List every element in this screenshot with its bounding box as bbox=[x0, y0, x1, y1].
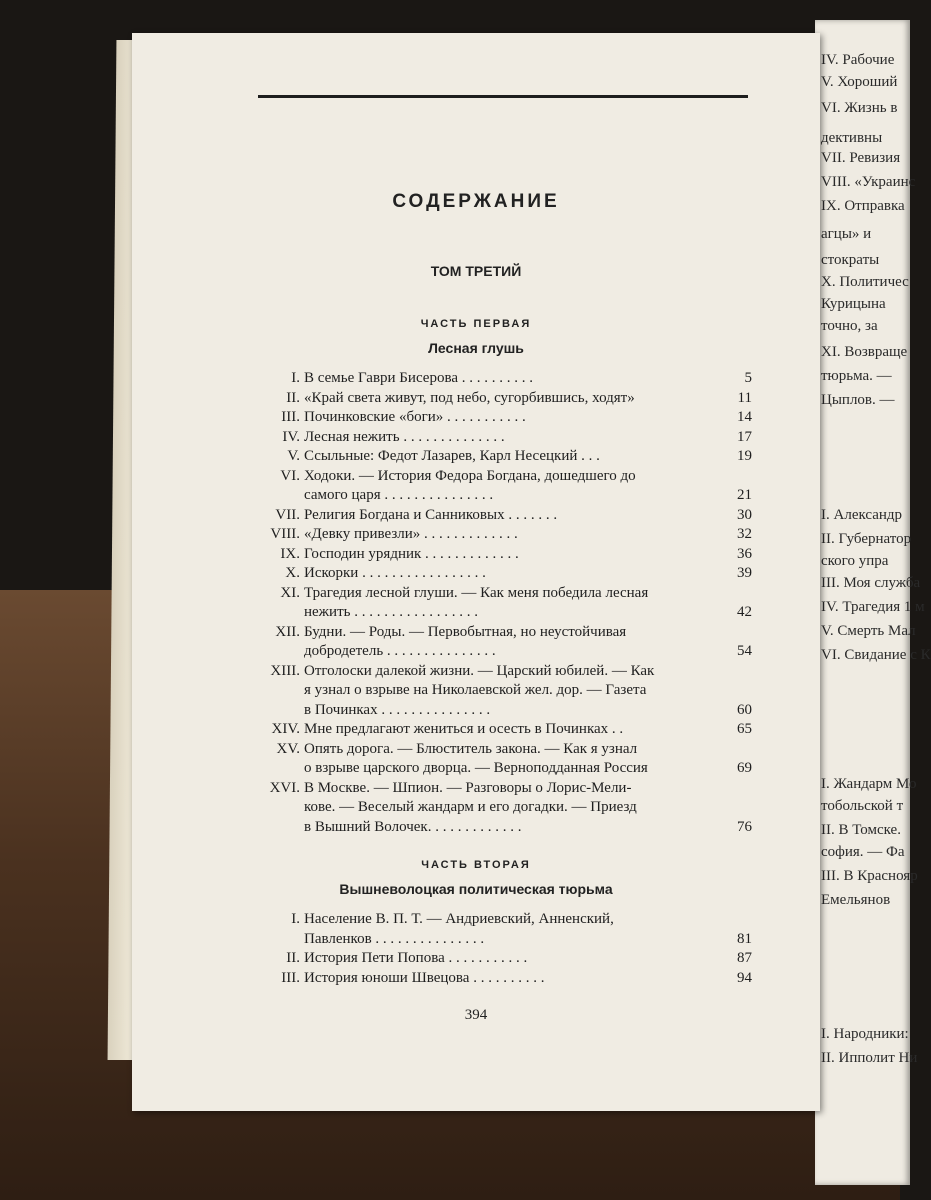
entry-title-line: самого царя . . . . . . . . . . . . . . . bbox=[304, 487, 494, 503]
entry-title bbox=[304, 949, 688, 969]
entry-title bbox=[304, 408, 688, 428]
entry-title-line: В семье Гаври Бисерова . . . . . . . . . . bbox=[304, 370, 533, 386]
toc-entry bbox=[242, 779, 752, 838]
entry-page: 39 bbox=[737, 565, 752, 581]
entry-page: 14 bbox=[737, 409, 752, 425]
entry-title-line: о взрыве царского дворца. — Верноподданная Россия bbox=[304, 760, 648, 776]
entry-title-line: я узнал о взрыве на Николаевской жел. дор. — Газета bbox=[304, 682, 647, 698]
toc-entry bbox=[242, 720, 752, 740]
entry-page: 54 bbox=[737, 643, 752, 659]
contents-page bbox=[132, 33, 820, 1111]
entry-page: 42 bbox=[737, 604, 752, 620]
entry-title-line: Население В. П. Т. — Андриевский, Анненский, bbox=[304, 911, 614, 927]
top-rule bbox=[258, 95, 748, 98]
facing-page-line: V. Хороший bbox=[821, 74, 898, 90]
entry-page: 87 bbox=[737, 950, 752, 966]
entry-number: VIII. bbox=[270, 526, 300, 542]
facing-page-line: ского упра bbox=[821, 553, 889, 569]
entry-title bbox=[304, 969, 688, 989]
entry-page: 21 bbox=[737, 487, 752, 503]
facing-page-line: тюрьма. — bbox=[821, 368, 892, 384]
entry-number: II. bbox=[286, 389, 300, 406]
entry-page: 5 bbox=[744, 370, 752, 386]
facing-page-line: IV. Рабочие bbox=[821, 52, 895, 68]
entry-page: 60 bbox=[737, 701, 752, 718]
facing-page-line: I. Народники: bbox=[821, 1026, 909, 1042]
entry-page: 36 bbox=[737, 545, 752, 562]
entry-title-line: нежить . . . . . . . . . . . . . . . . . bbox=[304, 604, 478, 620]
entry-title-line: кове. — Веселый жандарм и его догадки. — Приезд bbox=[304, 799, 637, 815]
part-two-subtitle: Вышневолоцкая политическая тюрьма bbox=[339, 881, 613, 897]
entry-number: IV. bbox=[282, 428, 300, 445]
entry-title bbox=[304, 623, 688, 662]
entry-number: II. bbox=[286, 950, 300, 966]
toc-entry bbox=[242, 740, 752, 779]
facing-page-line: VII. Ревизия bbox=[821, 150, 901, 166]
toc-entry bbox=[242, 662, 752, 721]
entry-title bbox=[304, 389, 688, 409]
entry-title bbox=[304, 662, 688, 721]
entry-title-line: Ходоки. — История Федора Богдана, дошедшего до bbox=[304, 467, 636, 484]
entry-title-line: Господин урядник . . . . . . . . . . . . . bbox=[304, 545, 519, 562]
entry-title bbox=[304, 740, 688, 779]
entry-title bbox=[304, 525, 688, 545]
entry-number: XIV. bbox=[271, 721, 300, 737]
facing-page-line: VI. Свидание с К bbox=[821, 647, 931, 663]
entry-title-line: Будни. — Роды. — Первобытная, но неустойчивая bbox=[304, 623, 627, 640]
part-one-subtitle: Лесная глушь bbox=[428, 340, 524, 356]
facing-page-line: I. Жандарм Мо bbox=[821, 776, 917, 792]
toc-entry bbox=[242, 467, 752, 506]
entry-page: 19 bbox=[737, 448, 752, 464]
entry-title-line: История Пети Попова . . . . . . . . . . . bbox=[304, 950, 528, 966]
entry-number: XVI. bbox=[269, 779, 300, 796]
facing-page-line: III. Моя служба bbox=[821, 575, 921, 591]
toc-entry bbox=[242, 949, 752, 969]
entry-page: 11 bbox=[737, 389, 752, 406]
entry-title-line: Отголоски далекой жизни. — Царский юбилей. — Как bbox=[304, 662, 655, 679]
page-title: СОДЕРЖАНИЕ bbox=[392, 191, 560, 212]
facing-page-line: точно, за bbox=[821, 318, 878, 334]
facing-page-line: софия. — Фа bbox=[821, 844, 905, 860]
entry-page: 94 bbox=[737, 969, 752, 986]
facing-page-line: Цыплов. — bbox=[821, 392, 895, 408]
entry-number: XII. bbox=[275, 623, 300, 640]
entry-number: VII. bbox=[275, 506, 300, 523]
facing-page-line: I. Александр bbox=[821, 507, 903, 523]
facing-page bbox=[815, 20, 931, 1185]
entry-page: 81 bbox=[737, 930, 752, 947]
entry-title-line: Ссыльные: Федот Лазарев, Карл Несецкий . . . bbox=[304, 448, 600, 464]
entry-title-line: Павленков . . . . . . . . . . . . . . . bbox=[304, 930, 485, 947]
facing-page-line: IV. Трагедия 1 м bbox=[821, 599, 925, 615]
facing-page-line: стократы bbox=[821, 252, 880, 268]
toc-entry bbox=[242, 408, 752, 428]
entry-title-line: Лесная нежить . . . . . . . . . . . . . . bbox=[304, 428, 505, 445]
part-one-label: ЧАСТЬ ПЕРВАЯ bbox=[420, 318, 532, 330]
entry-title-line: Религия Богдана и Санниковых . . . . . . . bbox=[304, 506, 558, 523]
facing-page-line: агцы» и bbox=[821, 226, 872, 242]
facing-page-line: XI. Возвраще bbox=[821, 344, 908, 360]
entry-page: 69 bbox=[737, 760, 752, 776]
entry-page: 76 bbox=[737, 818, 752, 835]
entry-title bbox=[304, 506, 688, 526]
entry-page: 30 bbox=[737, 506, 752, 523]
entry-number: VI. bbox=[280, 467, 300, 484]
entry-title bbox=[304, 447, 688, 467]
entry-title-line: в Вышний Волочек. . . . . . . . . . . . . bbox=[304, 818, 522, 835]
entry-title-line: Трагедия лесной глуши. — Как меня победила лесная bbox=[304, 584, 649, 601]
toc-entry bbox=[242, 623, 752, 662]
entry-title bbox=[304, 428, 688, 448]
entry-title-line: «Край света живут, под небо, сугорбившись, ходят» bbox=[304, 389, 635, 406]
facing-page-line: III. В Краснояр bbox=[821, 868, 918, 884]
entry-title-line: Мне предлагают жениться и осесть в Починках . . bbox=[304, 721, 624, 737]
page-number: 394 bbox=[464, 1007, 488, 1023]
entry-number: I. bbox=[291, 911, 300, 927]
entry-number: IX. bbox=[280, 545, 300, 562]
toc-entry bbox=[242, 447, 752, 467]
entry-title bbox=[304, 584, 688, 623]
toc-entry bbox=[242, 525, 752, 545]
facing-page-line: VIII. «Украинс bbox=[821, 174, 916, 190]
volume-title: ТОМ ТРЕТИЙ bbox=[430, 263, 522, 279]
facing-page-line: дективны bbox=[821, 130, 883, 146]
entry-number: X. bbox=[285, 565, 300, 581]
entry-title-line: В Москве. — Шпион. — Разговоры о Лорис-Мели- bbox=[304, 779, 632, 796]
entry-page: 17 bbox=[737, 428, 752, 445]
toc-entry bbox=[242, 389, 752, 409]
entry-title-line: Искорки . . . . . . . . . . . . . . . . . bbox=[304, 565, 486, 581]
facing-page-line: IX. Отправка bbox=[821, 198, 905, 214]
entry-title bbox=[304, 369, 688, 389]
entry-title bbox=[304, 564, 688, 584]
entry-title-line: в Починках . . . . . . . . . . . . . . . bbox=[304, 701, 491, 718]
facing-page-line: X. Политичес bbox=[821, 274, 909, 290]
toc-entry bbox=[242, 545, 752, 565]
entry-title bbox=[304, 545, 688, 565]
toc-entry bbox=[242, 564, 752, 584]
entry-number: I. bbox=[291, 370, 300, 386]
entry-number: III. bbox=[281, 969, 300, 986]
toc-entry bbox=[242, 428, 752, 448]
toc-entry bbox=[242, 506, 752, 526]
entry-title-line: История юноши Швецова . . . . . . . . . . bbox=[304, 969, 545, 986]
entry-title-line: «Девку привезли» . . . . . . . . . . . . . bbox=[304, 526, 518, 542]
facing-page-line: Емельянов bbox=[821, 892, 891, 908]
toc-entry bbox=[242, 969, 752, 989]
entry-number: V. bbox=[287, 448, 300, 464]
entry-title bbox=[304, 720, 688, 740]
entry-title-line: добродетель . . . . . . . . . . . . . . . bbox=[304, 643, 496, 659]
toc-entry bbox=[242, 910, 752, 949]
entry-number: III. bbox=[281, 409, 300, 425]
entry-number: XV. bbox=[276, 740, 300, 757]
toc-entry bbox=[242, 584, 752, 623]
facing-page-line: V. Смерть Мал bbox=[821, 623, 916, 639]
entry-title bbox=[304, 779, 688, 838]
facing-page-line: II. Губернатор bbox=[821, 531, 912, 547]
toc-entry bbox=[242, 369, 752, 389]
facing-page-line: II. Ипполит Ни bbox=[821, 1050, 918, 1066]
entry-title-line: Починковские «боги» . . . . . . . . . . . bbox=[304, 409, 526, 425]
entry-number: XIII. bbox=[270, 662, 300, 679]
facing-page-line: VI. Жизнь в bbox=[821, 100, 898, 116]
facing-page-line: Курицына bbox=[821, 296, 886, 312]
entry-title bbox=[304, 910, 688, 949]
part-two-label: ЧАСТЬ ВТОРАЯ bbox=[421, 859, 531, 871]
entry-title bbox=[304, 467, 688, 506]
facing-page-line: тобольской т bbox=[821, 798, 904, 814]
entry-number: XI. bbox=[280, 584, 300, 601]
entry-title-line: Опять дорога. — Блюститель закона. — Как я узнал bbox=[304, 740, 638, 757]
entry-page: 65 bbox=[737, 721, 752, 737]
facing-page-line: II. В Томске. bbox=[821, 822, 901, 838]
entry-page: 32 bbox=[737, 526, 752, 542]
